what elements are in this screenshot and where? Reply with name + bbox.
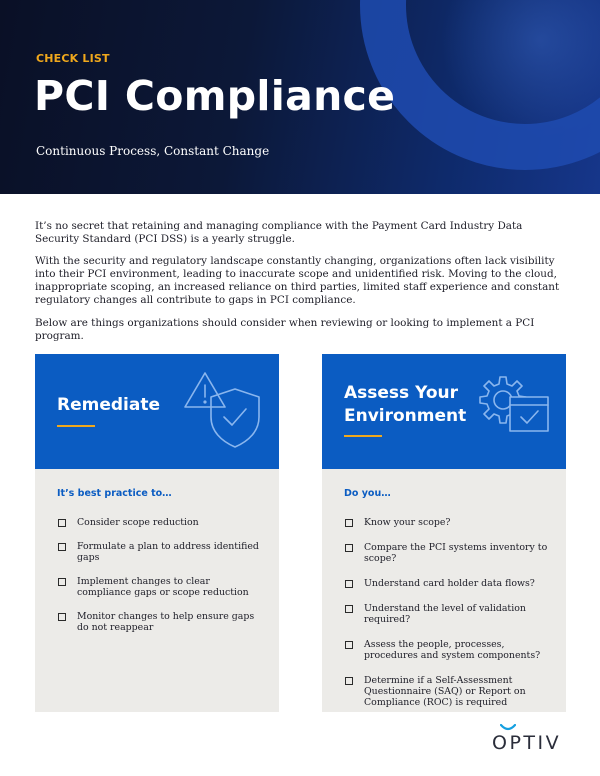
hero-banner <box>0 0 600 194</box>
checklist-item <box>57 576 267 598</box>
checkbox[interactable] <box>345 605 353 613</box>
page-subtitle: Continuous Process, Constant Change <box>36 144 270 158</box>
checkbox[interactable] <box>58 519 66 527</box>
logo-mark-icon <box>500 724 516 732</box>
checklist-item <box>344 639 554 661</box>
intro-paragraph-2: With the security and regulatory landscape constantly changing, organizations often lack visibility into their PCI environment, leading to inaccurate scope and unidentified risk. Moving to the cloud, inappropriate scoping, an increased reliance on third parties, limited staff experience and constant regulatory changes all contribute to gaps in PCI compliance. <box>35 255 560 306</box>
checklist-item-text: Determine if a Self-Assessment Questionnaire (SAQ) or Report on Compliance (ROC) is required <box>364 675 526 708</box>
checklist-item <box>344 603 554 625</box>
checklist-item-text: Monitor changes to help ensure gaps do not reappear <box>77 611 255 633</box>
eyebrow-label: CHECK LIST <box>36 52 110 65</box>
checklist-item-text: Compare the PCI systems inventory to scope? <box>364 542 548 564</box>
remediate-lead: It’s best practice to… <box>57 488 172 499</box>
checklist-item <box>57 611 267 633</box>
intro-paragraph-3: Below are things organizations should consider when reviewing or looking to implement a PCI program. <box>35 317 535 342</box>
checklist-item-text: Understand the level of validation required? <box>364 603 526 625</box>
checkbox[interactable] <box>58 613 66 621</box>
checklist-item-text: Consider scope reduction <box>77 517 199 528</box>
page-title: PCI Compliance <box>34 72 396 120</box>
assess-card <box>322 354 566 712</box>
logo-wordmark: OPTIV <box>492 732 562 754</box>
checklist-item <box>344 675 554 708</box>
assess-checklist <box>344 517 554 722</box>
checkbox[interactable] <box>345 580 353 588</box>
checkbox[interactable] <box>345 641 353 649</box>
checklist-item <box>344 517 554 528</box>
remediate-card <box>35 354 279 712</box>
remediate-title: Remediate <box>57 395 160 415</box>
assess-lead: Do you… <box>344 488 391 499</box>
optiv-logo <box>492 724 572 758</box>
checklist-item <box>57 517 267 528</box>
remediate-checklist <box>57 517 267 646</box>
checklist-item-text: Assess the people, processes, procedures and system components? <box>364 639 541 661</box>
checkbox[interactable] <box>58 543 66 551</box>
gear-checklist-icon <box>472 369 558 455</box>
checklist-item-text: Implement changes to clear compliance gaps or scope reduction <box>77 576 249 598</box>
checklist-item <box>344 542 554 564</box>
remediate-card-header <box>35 354 279 469</box>
shield-check-warning-icon <box>183 369 269 455</box>
assess-title: Assess Your Environment <box>344 383 467 426</box>
checkbox[interactable] <box>345 677 353 685</box>
checklist-item-text: Understand card holder data flows? <box>364 578 535 589</box>
checklist-item-text: Formulate a plan to address identified gaps <box>77 541 259 563</box>
checklist-item <box>344 578 554 589</box>
checkbox[interactable] <box>345 544 353 552</box>
checkbox[interactable] <box>345 519 353 527</box>
assess-card-header <box>322 354 566 469</box>
checklist-item <box>57 541 267 563</box>
remediate-title-underline <box>57 425 95 427</box>
hero-arc-decoration <box>360 0 600 170</box>
assess-title-underline <box>344 435 382 437</box>
intro-paragraph-1: It’s no secret that retaining and managing compliance with the Payment Card Industry Data Security Standard (PCI DSS) is a yearly struggle. <box>35 220 523 245</box>
checkbox[interactable] <box>58 578 66 586</box>
checklist-item-text: Know your scope? <box>364 517 451 528</box>
